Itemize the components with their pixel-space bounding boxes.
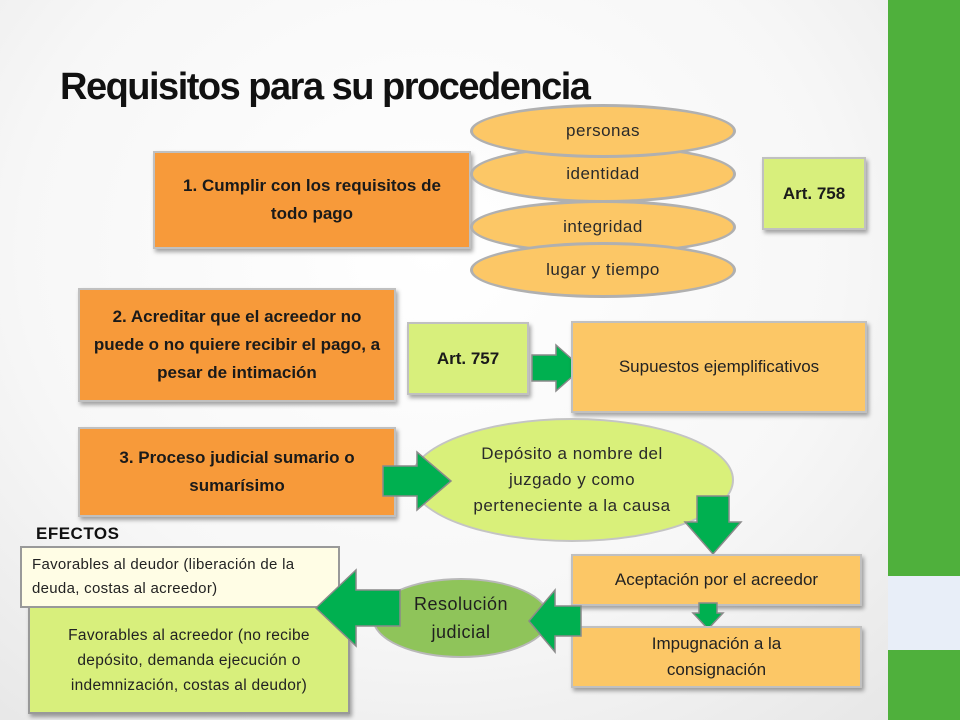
arrow-down-icon [683,494,743,556]
arrow-left-icon [527,588,583,654]
efectos-label: EFECTOS [36,524,120,543]
arrow-right-icon [381,450,453,512]
sidebar-light-band [888,576,960,650]
article-757-box: Art. 757 [407,322,529,395]
efecto-favorable-acreedor: Favorables al acreedor (no recibe depósito, demanda ejecución o indemnización, costas al deudor) [28,600,350,714]
supuestos-box: Supuestos ejemplificativos [571,321,867,413]
impugnacion-box: Impugnación a la consignación [571,626,862,688]
aceptacion-box: Aceptación por el acreedor [571,554,862,606]
requirement-1-box: 1. Cumplir con los requisitos de todo pago [153,151,471,249]
deposito-ellipse: Depósito a nombre del juzgado y como perteneciente a la causa [410,418,734,542]
pill-integridad: integridad [470,200,736,254]
efecto-favorable-deudor: Favorables al deudor (liberación de la deuda, costas al acreedor) [20,546,340,608]
arrow-left-icon [314,568,402,648]
pill-personas: personas [470,104,736,158]
article-758-box: Art. 758 [762,157,866,230]
pill-lugar-y-tiempo: lugar y tiempo [470,242,736,298]
resolucion-ellipse: Resolución judicial [372,578,550,658]
pill-identidad: identidad [470,145,736,203]
requirement-2-box: 2. Acreditar que el acreedor no puede o no quiere recibir el pago, a pesar de intimación [78,288,396,402]
slide-title: Requisitos para su procedencia [60,66,590,108]
requirement-3-box: 3. Proceso judicial sumario o sumarísimo [78,427,396,517]
